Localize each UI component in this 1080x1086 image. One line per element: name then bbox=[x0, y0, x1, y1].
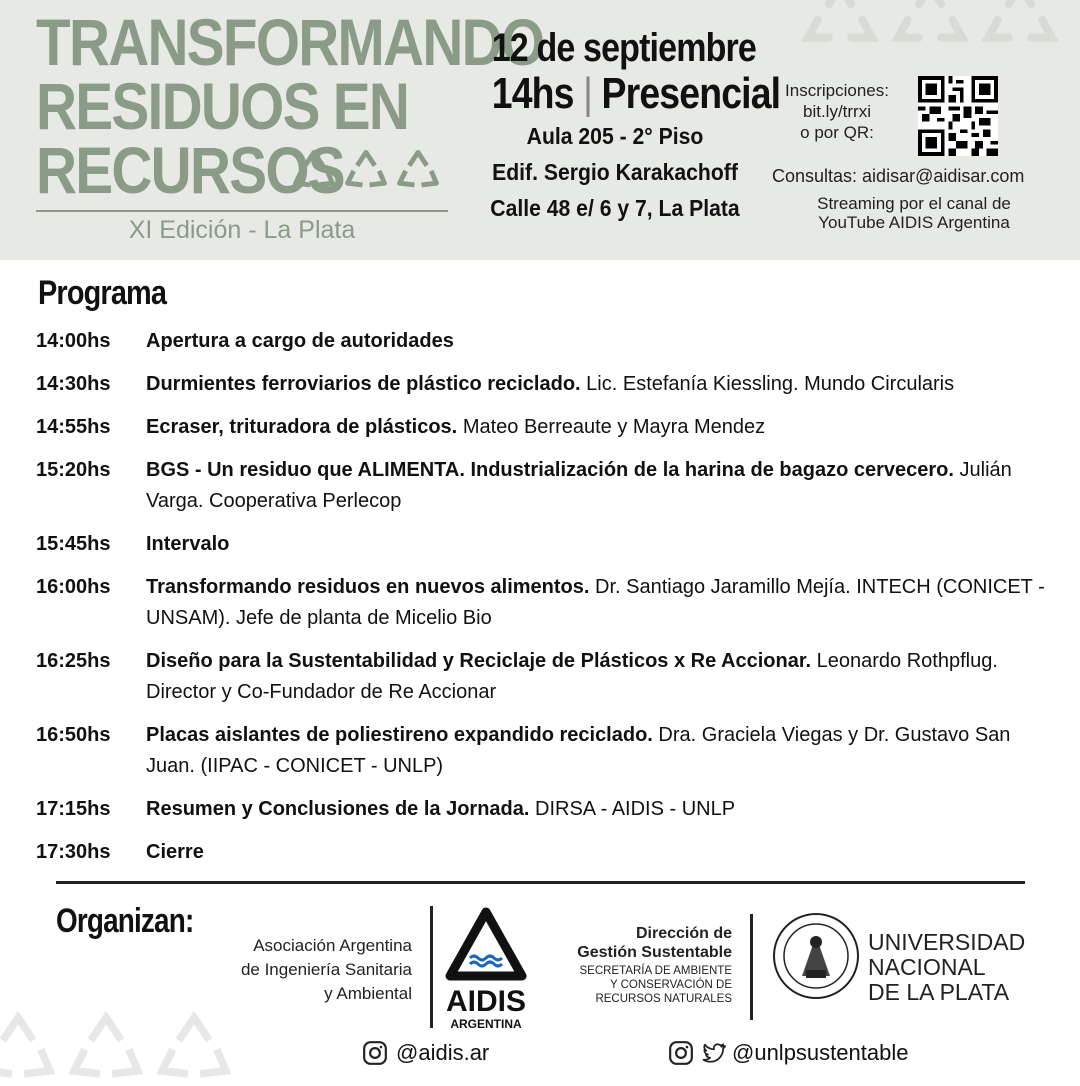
unlp-name bbox=[868, 930, 1025, 1005]
programa-heading: Programa bbox=[38, 274, 167, 312]
schedule-text bbox=[146, 646, 1046, 708]
schedule-title: Apertura a cargo de autoridades bbox=[146, 330, 454, 352]
event-time: 14hs bbox=[491, 69, 574, 118]
schedule-title: Resumen y Conclusiones de la Jornada. bbox=[146, 798, 530, 820]
qr-code[interactable] bbox=[918, 76, 998, 156]
schedule-title: Transformando residuos en nuevos alimentos. bbox=[146, 576, 590, 598]
direccion-sub-line: SECRETARÍA DE AMBIENTE bbox=[579, 965, 732, 977]
social-handle[interactable]: @unlpsustentable bbox=[732, 1040, 909, 1065]
asociacion-line: Asociación Argentina bbox=[253, 936, 412, 955]
title-divider bbox=[36, 210, 448, 212]
organizan-heading: Organizan: bbox=[56, 902, 194, 940]
schedule-detail: Dra. Graciela Viegas y Dr. Gustavo San Juan. (IIPAC - CONICET - UNLP) bbox=[146, 724, 1011, 777]
streaming-line: YouTube AIDIS Argentina bbox=[818, 213, 1010, 232]
edition-label: XI Edición - La Plata bbox=[128, 216, 356, 244]
schedule-title: Cierre bbox=[146, 841, 204, 863]
schedule-detail: Lic. Estefanía Kiessling. Mundo Circularis bbox=[586, 373, 955, 395]
asociacion-line: de Ingeniería Sanitaria bbox=[240, 960, 412, 979]
schedule-item bbox=[36, 646, 1046, 708]
instagram-icon bbox=[668, 1040, 694, 1066]
aidis-word: AIDIS bbox=[445, 985, 526, 1018]
schedule-title: Placas aislantes de poliestireno expandido reciclado. bbox=[146, 724, 653, 746]
location-line: Edif. Sergio Karakachoff bbox=[492, 159, 738, 185]
schedule-title: Durmientes ferroviarios de plástico reciclado. bbox=[146, 373, 581, 395]
title-recycle-icons bbox=[292, 148, 440, 192]
location-line: Calle 48 e/ 6 y 7, La Plata bbox=[490, 195, 740, 221]
recycle-icon bbox=[344, 148, 388, 192]
aidis-logo bbox=[440, 906, 532, 1031]
schedule-detail: Mateo Berreaute y Mayra Mendez bbox=[462, 416, 766, 438]
twitter-icon bbox=[700, 1040, 726, 1066]
schedule-detail: Julián Varga. Cooperativa Perlecop bbox=[146, 459, 1012, 512]
schedule-item bbox=[36, 455, 1046, 517]
schedule-text bbox=[146, 794, 1046, 825]
schedule-time: 17:15hs bbox=[36, 798, 111, 820]
direccion-sub-line: Y CONSERVACIÓN DE bbox=[609, 979, 732, 991]
schedule-time: 16:00hs bbox=[36, 576, 111, 598]
logo-divider bbox=[430, 906, 433, 1028]
schedule-title: Intervalo bbox=[146, 533, 230, 555]
recycle-watermark-bottom bbox=[0, 1010, 232, 1086]
schedule-text bbox=[146, 326, 1046, 357]
schedule-item bbox=[36, 794, 1046, 825]
asociacion-name bbox=[196, 934, 412, 1006]
schedule-list bbox=[36, 326, 1046, 868]
unlp-line: NACIONAL bbox=[868, 954, 986, 980]
unlp-line: DE LA PLATA bbox=[868, 979, 1010, 1005]
schedule-time: 15:45hs bbox=[36, 533, 111, 555]
asociacion-line: y Ambiental bbox=[324, 984, 412, 1003]
direccion-title-line: Gestión Sustentable bbox=[577, 944, 732, 961]
schedule-text bbox=[146, 720, 1046, 782]
schedule-text bbox=[146, 837, 1046, 868]
title-line: TRANSFORMANDO bbox=[36, 5, 544, 79]
schedule-item bbox=[36, 412, 1046, 443]
aidis-subtitle: ARGENTINA bbox=[450, 1017, 522, 1031]
streaming-info bbox=[782, 194, 1046, 232]
direccion-sub-line: RECURSOS NATURALES bbox=[595, 993, 732, 1005]
location-line: Aula 205 - 2° Piso bbox=[526, 123, 704, 149]
schedule-time: 16:25hs bbox=[36, 650, 111, 672]
schedule-text bbox=[146, 412, 1046, 443]
schedule-item bbox=[36, 529, 1046, 560]
streaming-line: Streaming por el canal de bbox=[817, 194, 1011, 213]
instagram-icon bbox=[362, 1040, 388, 1066]
schedule-title: BGS - Un residuo que ALIMENTA. Industrialización de la harina de bagazo cervecero. bbox=[146, 459, 954, 481]
title-line: RESIDUOS EN bbox=[36, 69, 409, 143]
schedule-detail: Dr. Santiago Jaramillo Mejía. INTECH (CONICET - UNSAM). Jefe de planta de Micelio Bio bbox=[146, 576, 1045, 629]
unlp-seal-icon bbox=[772, 912, 860, 1000]
schedule-item bbox=[36, 837, 1046, 868]
aidis-triangle-icon bbox=[444, 906, 528, 982]
schedule-time: 14:00hs bbox=[36, 330, 111, 352]
schedule-text bbox=[146, 529, 1046, 560]
schedule-time: 16:50hs bbox=[36, 724, 111, 746]
inscripciones-line: Inscripciones: bbox=[785, 81, 889, 100]
footer-divider bbox=[56, 881, 1025, 884]
event-header bbox=[0, 0, 1080, 260]
recycle-icon bbox=[156, 1010, 232, 1086]
direccion-gestion-logo bbox=[556, 924, 732, 1006]
recycle-icon bbox=[292, 148, 336, 192]
recycle-icon bbox=[68, 1010, 144, 1086]
direccion-title-line: Dirección de bbox=[635, 925, 732, 942]
event-time-modality bbox=[491, 69, 781, 118]
recycle-icon bbox=[396, 148, 440, 192]
schedule-text bbox=[146, 369, 1046, 400]
schedule-text bbox=[146, 572, 1046, 634]
recycle-icon bbox=[0, 1010, 56, 1086]
recycle-icon bbox=[890, 0, 970, 60]
inscripciones-line: o por QR: bbox=[800, 123, 874, 142]
consultas-contact[interactable]: Consultas: aidisar@aidisar.com bbox=[772, 166, 1025, 186]
logo-divider bbox=[750, 914, 753, 1020]
social-unlp[interactable] bbox=[668, 1040, 908, 1066]
recycle-icon bbox=[980, 0, 1060, 60]
schedule-item bbox=[36, 720, 1046, 782]
schedule-detail: DIRSA - AIDIS - UNLP bbox=[535, 798, 736, 820]
schedule-detail: Leonardo Rothpflug. Director y Co-Fundador de Re Accionar bbox=[146, 650, 998, 703]
separator: | bbox=[573, 69, 602, 118]
schedule-title: Diseño para la Sustentabilidad y Reciclaje de Plásticos x Re Accionar. bbox=[146, 650, 812, 672]
schedule-item bbox=[36, 572, 1046, 634]
schedule-time: 14:55hs bbox=[36, 416, 111, 438]
recycle-watermark-top bbox=[800, 0, 1060, 60]
schedule-time: 14:30hs bbox=[36, 373, 111, 395]
date-location-block bbox=[470, 26, 781, 226]
event-modality: Presencial bbox=[601, 69, 781, 118]
unlp-line: UNIVERSIDAD bbox=[868, 929, 1026, 955]
schedule-time: 15:20hs bbox=[36, 459, 111, 481]
social-handle[interactable]: @aidis.ar bbox=[396, 1040, 490, 1065]
schedule-item bbox=[36, 326, 1046, 357]
social-aidis[interactable] bbox=[362, 1040, 489, 1066]
schedule-title: Ecraser, trituradora de plásticos. bbox=[146, 416, 458, 438]
inscripciones-info bbox=[772, 80, 902, 143]
schedule-text bbox=[146, 455, 1046, 517]
schedule-item bbox=[36, 369, 1046, 400]
title-line: RECURSOS bbox=[36, 133, 344, 207]
inscripciones-link[interactable]: bit.ly/trrxi bbox=[803, 102, 871, 121]
event-date: 12 de septiembre bbox=[491, 26, 756, 70]
recycle-icon bbox=[800, 0, 880, 60]
schedule-time: 17:30hs bbox=[36, 841, 111, 863]
